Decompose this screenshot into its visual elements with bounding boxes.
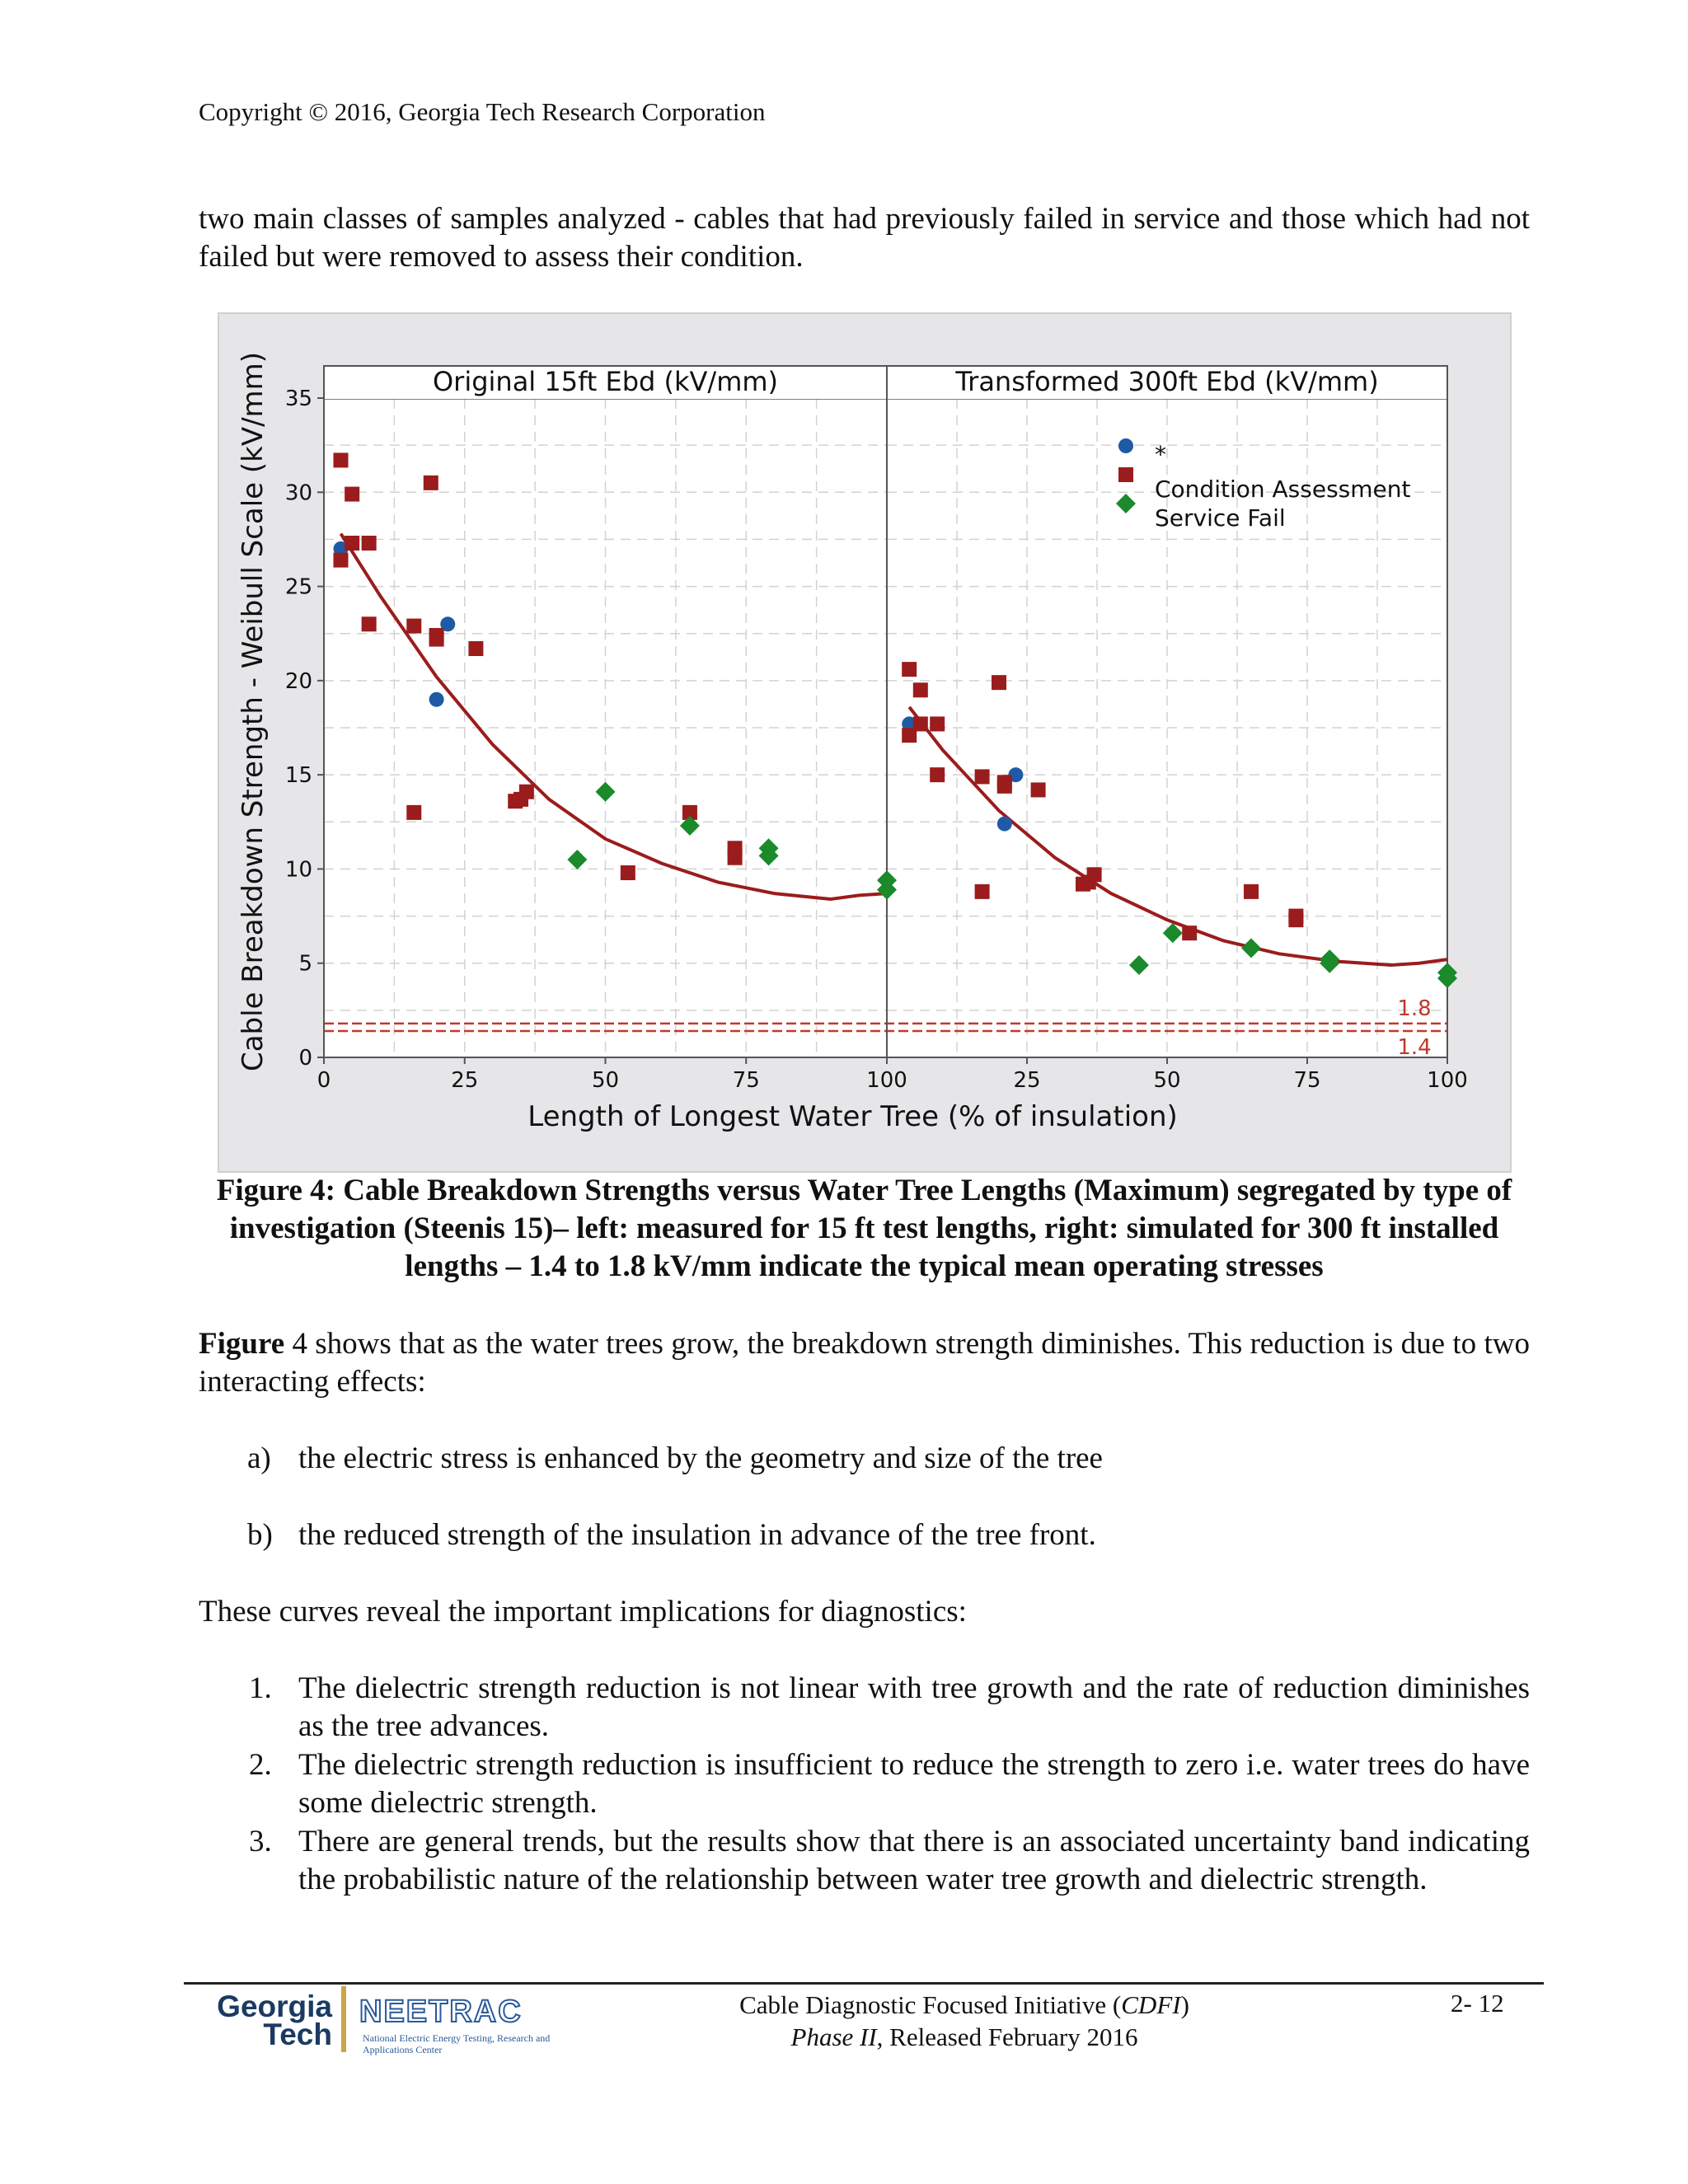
figure-4-frame [218,312,1512,1173]
data-point-square [333,553,348,568]
data-point-square [728,851,743,865]
figure-caption: Figure 4: Cable Breakdown Strengths versus Water Tree Lengths (Maximum) segregated by type of investigation (Steenis 15)– left: measured for 15 ft test lengths, right: simulated for 300 ft installed lengths – 1.4 to 1.8 kV/mm indicate the typical mean operating stresses [216,1174,1512,1283]
data-point-square [1244,884,1259,899]
logo-tech-text: Tech [263,2018,332,2051]
footer-phase: Phase II [790,2022,877,2051]
data-point-square [913,716,928,731]
data-point-square [930,716,945,731]
logo-divider [341,1986,346,2052]
data-point-square [406,805,421,820]
y-axis-label: Cable Breakdown Strength - Weibull Scale (kV/mm) [237,351,270,1072]
breakdown-strength-chart [219,314,1510,1171]
list-item-1: The dielectric strength reduction is not linear with tree growth and the rate of reduction diminishes as the tree advances. [298,1671,1530,1743]
list-item-a: the electric stress is enhanced by the geometry and size of the tree [298,1441,1103,1475]
georgia-tech-logo [200,1990,332,2051]
body-paragraph-2: These curves reveal the important implications for diagnostics: [199,1595,967,1629]
y-tick-label: 5 [298,951,312,977]
figure-reference: Figure [199,1327,285,1361]
x-tick-label: 100 [866,1068,907,1093]
footer-line1-a: Cable Diagnostic Focused Initiative ( [739,1990,1122,2019]
neetrac-subtitle: National Electric Energy Testing, Research and Applications Center [363,2032,551,2055]
reference-label-0: 1.8 [1397,996,1432,1021]
list-item-3: There are general trends, but the results show that there is an associated uncertainty band indicating the probabilistic nature of the relationship between water tree growth and dielectric strength. [298,1825,1530,1896]
copyright-notice: Copyright © 2016, Georgia Tech Research Corporation [199,97,766,126]
data-point-square [1288,912,1303,927]
list-marker-3: 3. [249,1825,272,1858]
reference-label-1: 1.4 [1397,1035,1432,1060]
data-point-square [333,452,348,467]
body-paragraph-1 [199,1325,1530,1401]
data-point-square [1087,867,1102,882]
y-tick-label: 10 [284,857,312,883]
data-point-square [345,536,359,551]
page-number: 2- 12 [1451,1989,1504,2018]
data-point-square [997,775,1012,790]
panel-title: Transformed 300ft Ebd (kV/mm) [955,366,1379,397]
data-point-square [1182,926,1197,940]
legend-label: Service Fail [1155,504,1286,532]
y-tick-label: 30 [284,480,312,506]
legend-marker-circle [1118,438,1133,453]
list-marker-a: a) [247,1441,271,1475]
x-tick-label: 0 [316,1068,331,1093]
data-point-square [468,641,483,656]
data-point-square [424,476,438,490]
data-point-square [975,884,990,899]
data-point-square [992,675,1006,690]
y-tick-label: 35 [284,387,312,411]
data-point-circle [429,692,444,707]
data-point-square [975,769,990,784]
data-point-square [362,616,377,631]
footer-cdfi: CDFI [1121,1990,1181,2019]
footer-line1-c: ) [1180,1990,1189,2019]
list-item-b: the reduced strength of the insulation in advance of the tree front. [298,1518,1096,1552]
footer-title [577,1989,1352,2053]
y-tick-label: 15 [284,763,312,789]
logo-georgia-text: Georgia [217,1990,332,2023]
x-tick-label: 75 [732,1068,760,1093]
panel-title: Original 15ft Ebd (kV/mm) [432,366,779,397]
data-point-square [930,767,945,782]
x-tick-label: 75 [1293,1068,1321,1093]
y-tick-label: 20 [284,668,312,694]
x-tick-label: 50 [1153,1068,1181,1093]
data-point-circle [997,817,1012,832]
data-point-square [1031,782,1046,797]
x-tick-label: 25 [1013,1068,1041,1093]
legend-label: Condition Assessment [1155,476,1411,503]
data-point-square [406,619,421,634]
x-axis-label: Length of Longest Water Tree (% of insulation) [528,1100,1178,1133]
y-tick-label: 25 [284,574,312,600]
body-paragraph-1-text: 4 shows that as the water trees grow, the breakdown strength diminishes. This reduction is due to two interacting effects: [199,1327,1530,1399]
y-tick-label: 0 [298,1046,312,1071]
list-marker-b: b) [247,1518,273,1552]
data-point-square [519,785,534,799]
legend-marker-square [1118,467,1133,482]
data-point-square [913,682,928,697]
x-tick-label: 50 [591,1068,620,1093]
data-point-square [345,487,359,502]
x-tick-label: 25 [451,1068,479,1093]
list-item-2: The dielectric strength reduction is insufficient to reduce the strength to zero i.e. water trees do have some dielectric strength. [298,1748,1530,1820]
list-marker-2: 2. [249,1748,272,1782]
data-point-square [429,628,444,643]
footer-release: , Released February 2016 [876,2022,1138,2051]
neetrac-logo: NEETRAC [359,1994,523,2029]
x-tick-label: 100 [1427,1068,1468,1093]
data-point-square [362,536,377,551]
data-point-square [621,865,635,880]
intro-paragraph: two main classes of samples analyzed - cables that had previously failed in service and those which had not failed but were removed to assess their condition. [199,202,1530,274]
list-marker-1: 1. [249,1671,272,1705]
data-point-square [902,662,917,677]
legend-label: * [1155,441,1166,468]
footer-rule [184,1982,1544,1985]
